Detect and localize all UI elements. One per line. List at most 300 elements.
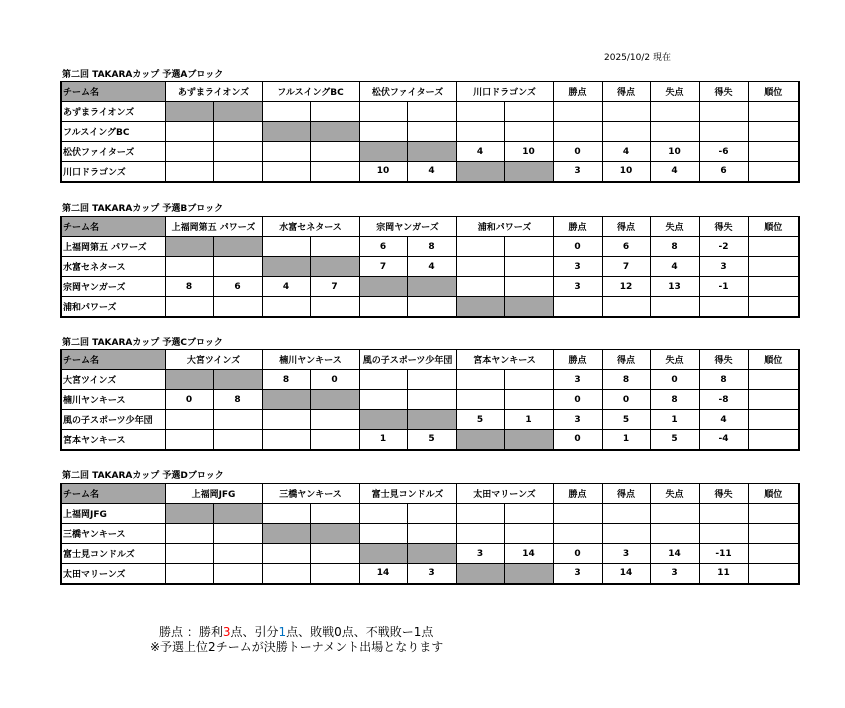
block-a-title: 第二回 TAKARAカップ 予選Aブロック: [62, 70, 224, 80]
score-cell: 4: [262, 277, 310, 297]
stat-cell: 0: [553, 544, 602, 564]
stat-cell: 5: [650, 430, 699, 450]
table-row: [61, 277, 799, 297]
stat-header: 失点: [650, 217, 699, 237]
stat-cell: [748, 544, 799, 564]
score-cell: [407, 370, 456, 390]
stat-cell: 13: [650, 277, 699, 297]
stat-cell: [650, 122, 699, 142]
stat-cell: 7: [602, 257, 650, 277]
stat-header: 失点: [650, 350, 699, 370]
score-cell: [359, 297, 407, 317]
team-name: 三橋ヤンキース: [61, 524, 165, 544]
stat-header: 失点: [650, 484, 699, 504]
score-cell: 6: [213, 277, 262, 297]
opponent-header: 上福岡第五 パワーズ: [165, 217, 262, 237]
stat-cell: 4: [699, 410, 748, 430]
stat-header: 得点: [602, 82, 650, 102]
block-b-title: 第二回 TAKARAカップ 予選Bブロック: [62, 204, 224, 214]
opponent-header: 上福岡JFG: [165, 484, 262, 504]
score-cell: [310, 142, 359, 162]
team-name: 松伏ファイターズ: [61, 142, 165, 162]
score-cell: 14: [504, 544, 553, 564]
stat-cell: 3: [553, 564, 602, 584]
score-cell: [262, 504, 310, 524]
table-row: [61, 257, 799, 277]
self-match-cell: [165, 237, 213, 257]
scoring-notes: [150, 625, 443, 655]
stat-header: 得点: [602, 217, 650, 237]
stat-cell: 10: [650, 142, 699, 162]
score-cell: [504, 277, 553, 297]
stat-header: 順位: [748, 82, 799, 102]
stat-cell: [748, 122, 799, 142]
score-cell: [213, 564, 262, 584]
stat-cell: -11: [699, 544, 748, 564]
stat-cell: 0: [553, 390, 602, 410]
stat-cell: -4: [699, 430, 748, 450]
self-match-cell: [262, 390, 310, 410]
stat-cell: [699, 504, 748, 524]
self-match-cell: [359, 142, 407, 162]
score-cell: [262, 410, 310, 430]
stat-cell: 11: [699, 564, 748, 584]
stat-cell: 0: [553, 142, 602, 162]
stat-cell: [748, 102, 799, 122]
stat-header: 順位: [748, 217, 799, 237]
opponent-header: 大宮ツインズ: [165, 350, 262, 370]
score-cell: [359, 390, 407, 410]
self-match-cell: [504, 564, 553, 584]
score-cell: [310, 237, 359, 257]
self-match-cell: [359, 277, 407, 297]
stat-cell: [748, 524, 799, 544]
stat-cell: -8: [699, 390, 748, 410]
team-name: 浦和パワーズ: [61, 297, 165, 317]
score-cell: [504, 524, 553, 544]
score-cell: [213, 544, 262, 564]
score-cell: [165, 257, 213, 277]
score-cell: [310, 430, 359, 450]
stat-cell: [553, 297, 602, 317]
table-row: [61, 102, 799, 122]
table-row: [61, 410, 799, 430]
self-match-cell: [310, 390, 359, 410]
self-match-cell: [504, 162, 553, 182]
opponent-header: 富士見コンドルズ: [359, 484, 456, 504]
stat-cell: [602, 102, 650, 122]
score-cell: 5: [407, 430, 456, 450]
team-name: 富士見コンドルズ: [61, 544, 165, 564]
stat-cell: [553, 102, 602, 122]
team-name: あずまライオンズ: [61, 102, 165, 122]
score-cell: [165, 122, 213, 142]
self-match-cell: [504, 297, 553, 317]
stat-cell: [602, 524, 650, 544]
opponent-header: 松伏ファイターズ: [359, 82, 456, 102]
stat-cell: [699, 122, 748, 142]
score-cell: [456, 102, 504, 122]
score-cell: 10: [504, 142, 553, 162]
self-match-cell: [504, 430, 553, 450]
score-cell: [165, 524, 213, 544]
stat-header: 得失: [699, 484, 748, 504]
opponent-header: フルスイングBC: [262, 82, 359, 102]
score-cell: [407, 122, 456, 142]
score-cell: 7: [310, 277, 359, 297]
score-cell: [165, 142, 213, 162]
win-points: 3: [222, 625, 231, 639]
score-cell: 8: [262, 370, 310, 390]
self-match-cell: [262, 524, 310, 544]
stat-cell: [748, 564, 799, 584]
team-name: 川口ドラゴンズ: [61, 162, 165, 182]
score-cell: [165, 162, 213, 182]
opponent-header: 宗岡ヤンガーズ: [359, 217, 456, 237]
score-cell: [407, 504, 456, 524]
score-cell: [262, 237, 310, 257]
score-cell: 5: [456, 410, 504, 430]
score-cell: [504, 102, 553, 122]
score-cell: 0: [165, 390, 213, 410]
self-match-cell: [262, 257, 310, 277]
score-cell: [456, 504, 504, 524]
self-match-cell: [456, 297, 504, 317]
stat-cell: 12: [602, 277, 650, 297]
score-cell: [262, 162, 310, 182]
score-cell: [213, 410, 262, 430]
stat-cell: [650, 524, 699, 544]
self-match-cell: [407, 277, 456, 297]
stat-header: 得点: [602, 484, 650, 504]
score-cell: [504, 122, 553, 142]
stat-cell: 4: [650, 162, 699, 182]
stat-cell: 3: [553, 162, 602, 182]
stat-header: 得点: [602, 350, 650, 370]
table-row: [61, 524, 799, 544]
score-cell: [310, 410, 359, 430]
stat-cell: 10: [602, 162, 650, 182]
score-cell: 10: [359, 162, 407, 182]
points-rule-text-c: 点、敗戦0点、不戦敗ー1点: [286, 625, 434, 639]
block-b-table: [60, 216, 800, 318]
score-cell: [165, 564, 213, 584]
score-cell: [456, 524, 504, 544]
table-row: [61, 237, 799, 257]
self-match-cell: [165, 102, 213, 122]
score-cell: 7: [359, 257, 407, 277]
block-d-title: 第二回 TAKARAカップ 予選Dブロック: [62, 471, 224, 481]
header-row: [61, 484, 799, 504]
stat-cell: 4: [650, 257, 699, 277]
table-row: [61, 122, 799, 142]
score-cell: 1: [504, 410, 553, 430]
stat-cell: [699, 102, 748, 122]
stat-cell: 3: [553, 257, 602, 277]
stat-cell: [748, 142, 799, 162]
opponent-header: あずまライオンズ: [165, 82, 262, 102]
score-cell: [262, 564, 310, 584]
score-cell: [407, 102, 456, 122]
stat-cell: [748, 162, 799, 182]
score-cell: [213, 142, 262, 162]
stat-cell: 3: [553, 277, 602, 297]
table-row: [61, 142, 799, 162]
header-row: [61, 217, 799, 237]
stat-cell: [748, 410, 799, 430]
stat-cell: 0: [553, 237, 602, 257]
stat-header: 順位: [748, 484, 799, 504]
block-c-table: [60, 349, 800, 451]
score-cell: 4: [407, 162, 456, 182]
block-a-table: [60, 81, 800, 183]
opponent-header: 太田マリーンズ: [456, 484, 553, 504]
score-cell: [504, 504, 553, 524]
table-row: [61, 297, 799, 317]
score-cell: [262, 544, 310, 564]
team-name-header: チーム名: [61, 82, 165, 102]
stat-cell: 14: [602, 564, 650, 584]
opponent-header: 宮本ヤンキース: [456, 350, 553, 370]
score-cell: [213, 524, 262, 544]
stat-cell: [553, 524, 602, 544]
score-cell: [310, 544, 359, 564]
stat-cell: [699, 524, 748, 544]
qualification-note: ※予選上位2チームが決勝トーナメント出場となります: [150, 640, 444, 654]
stat-cell: 3: [650, 564, 699, 584]
score-cell: 6: [359, 237, 407, 257]
stat-cell: [699, 297, 748, 317]
table-row: [61, 430, 799, 450]
stat-header: 順位: [748, 350, 799, 370]
stat-cell: 8: [650, 390, 699, 410]
stat-cell: 4: [602, 142, 650, 162]
score-cell: [504, 237, 553, 257]
score-cell: [213, 430, 262, 450]
score-cell: [359, 504, 407, 524]
points-rule: [150, 625, 443, 640]
stat-cell: -6: [699, 142, 748, 162]
self-match-cell: [165, 504, 213, 524]
stat-header: 失点: [650, 82, 699, 102]
score-cell: [456, 277, 504, 297]
stat-cell: -2: [699, 237, 748, 257]
score-cell: [456, 257, 504, 277]
date-stamp: 2025/10/2 現在: [604, 53, 672, 63]
score-cell: [213, 297, 262, 317]
score-cell: [262, 142, 310, 162]
points-rule-text-b: 点、引分: [230, 625, 279, 639]
stat-header: 勝点: [553, 350, 602, 370]
header-row: [61, 82, 799, 102]
table-row: [61, 564, 799, 584]
stat-cell: [748, 237, 799, 257]
score-cell: [504, 390, 553, 410]
table-row: [61, 370, 799, 390]
stat-cell: [650, 102, 699, 122]
opponent-header: 浦和パワーズ: [456, 217, 553, 237]
stat-cell: 1: [602, 430, 650, 450]
score-cell: [310, 564, 359, 584]
opponent-header: 水富セネタース: [262, 217, 359, 237]
stat-cell: 5: [602, 410, 650, 430]
table-row: [61, 390, 799, 410]
score-cell: [262, 102, 310, 122]
score-cell: [359, 102, 407, 122]
score-cell: [407, 390, 456, 410]
score-cell: [456, 390, 504, 410]
self-match-cell: [359, 544, 407, 564]
stat-cell: [650, 297, 699, 317]
stat-cell: [602, 297, 650, 317]
stat-cell: 0: [602, 390, 650, 410]
stat-cell: 8: [650, 237, 699, 257]
score-cell: [359, 370, 407, 390]
score-cell: [165, 410, 213, 430]
points-rule-text-a: 勝点 ：勝利: [159, 625, 223, 639]
self-match-cell: [213, 370, 262, 390]
score-cell: [407, 524, 456, 544]
stat-cell: -1: [699, 277, 748, 297]
header-row: [61, 350, 799, 370]
stat-cell: 3: [553, 370, 602, 390]
stat-cell: 14: [650, 544, 699, 564]
score-cell: [456, 370, 504, 390]
team-name: 上福岡JFG: [61, 504, 165, 524]
score-cell: [359, 122, 407, 142]
score-cell: [504, 257, 553, 277]
score-cell: 0: [310, 370, 359, 390]
team-name: 宮本ヤンキース: [61, 430, 165, 450]
stat-cell: 8: [602, 370, 650, 390]
self-match-cell: [456, 162, 504, 182]
self-match-cell: [310, 122, 359, 142]
opponent-header: 三橋ヤンキース: [262, 484, 359, 504]
team-name: 宗岡ヤンガーズ: [61, 277, 165, 297]
stat-cell: [553, 504, 602, 524]
score-cell: [407, 297, 456, 317]
stat-cell: [748, 390, 799, 410]
stat-header: 得失: [699, 350, 748, 370]
stat-header: 勝点: [553, 82, 602, 102]
self-match-cell: [359, 410, 407, 430]
stat-cell: [602, 122, 650, 142]
score-cell: 1: [359, 430, 407, 450]
table-row: [61, 162, 799, 182]
stat-cell: [553, 122, 602, 142]
team-name: 水富セネタース: [61, 257, 165, 277]
table-row: [61, 544, 799, 564]
self-match-cell: [407, 544, 456, 564]
opponent-header: 風の子スポーツ少年団: [359, 350, 456, 370]
self-match-cell: [407, 410, 456, 430]
stat-header: 勝点: [553, 484, 602, 504]
team-name: 上福岡第五 パワーズ: [61, 237, 165, 257]
score-cell: [213, 162, 262, 182]
score-cell: [165, 297, 213, 317]
self-match-cell: [310, 257, 359, 277]
self-match-cell: [213, 237, 262, 257]
block-c-title: 第二回 TAKARAカップ 予選Cブロック: [62, 338, 223, 348]
score-cell: [310, 102, 359, 122]
score-cell: [262, 297, 310, 317]
team-name: 楠川ヤンキース: [61, 390, 165, 410]
score-cell: 8: [213, 390, 262, 410]
team-name: フルスイングBC: [61, 122, 165, 142]
stat-cell: 1: [650, 410, 699, 430]
score-cell: [504, 370, 553, 390]
score-cell: [262, 430, 310, 450]
score-cell: [310, 504, 359, 524]
team-name: 太田マリーンズ: [61, 564, 165, 584]
block-d-table: [60, 483, 800, 585]
table-row: [61, 504, 799, 524]
opponent-header: 川口ドラゴンズ: [456, 82, 553, 102]
score-cell: 4: [407, 257, 456, 277]
stat-cell: 6: [699, 162, 748, 182]
stat-cell: 3: [699, 257, 748, 277]
team-name-header: チーム名: [61, 350, 165, 370]
stat-cell: 6: [602, 237, 650, 257]
stat-cell: 0: [650, 370, 699, 390]
stat-cell: [748, 257, 799, 277]
team-name: 風の子スポーツ少年団: [61, 410, 165, 430]
team-name-header: チーム名: [61, 484, 165, 504]
stat-cell: [650, 504, 699, 524]
score-cell: 8: [407, 237, 456, 257]
self-match-cell: [213, 102, 262, 122]
self-match-cell: [310, 524, 359, 544]
self-match-cell: [262, 122, 310, 142]
stat-cell: 0: [553, 430, 602, 450]
stat-cell: 3: [602, 544, 650, 564]
team-name: 大宮ツインズ: [61, 370, 165, 390]
stat-cell: 3: [553, 410, 602, 430]
stat-cell: [748, 370, 799, 390]
score-cell: [310, 162, 359, 182]
score-cell: [310, 297, 359, 317]
score-cell: 8: [165, 277, 213, 297]
stat-cell: [748, 277, 799, 297]
stat-header: 得失: [699, 217, 748, 237]
score-cell: 4: [456, 142, 504, 162]
stat-cell: [602, 504, 650, 524]
score-cell: [213, 122, 262, 142]
stat-header: 勝点: [553, 217, 602, 237]
stat-cell: [748, 430, 799, 450]
stat-cell: [748, 504, 799, 524]
score-cell: 3: [407, 564, 456, 584]
self-match-cell: [165, 370, 213, 390]
score-cell: [456, 237, 504, 257]
self-match-cell: [456, 430, 504, 450]
draw-points: 1: [278, 625, 287, 639]
stat-header: 得失: [699, 82, 748, 102]
stat-cell: 8: [699, 370, 748, 390]
score-cell: [165, 430, 213, 450]
self-match-cell: [213, 504, 262, 524]
score-cell: [456, 122, 504, 142]
stat-cell: [748, 297, 799, 317]
score-cell: 14: [359, 564, 407, 584]
score-cell: [213, 257, 262, 277]
score-cell: 3: [456, 544, 504, 564]
self-match-cell: [407, 142, 456, 162]
score-cell: [165, 544, 213, 564]
opponent-header: 楠川ヤンキース: [262, 350, 359, 370]
team-name-header: チーム名: [61, 217, 165, 237]
score-cell: [359, 524, 407, 544]
